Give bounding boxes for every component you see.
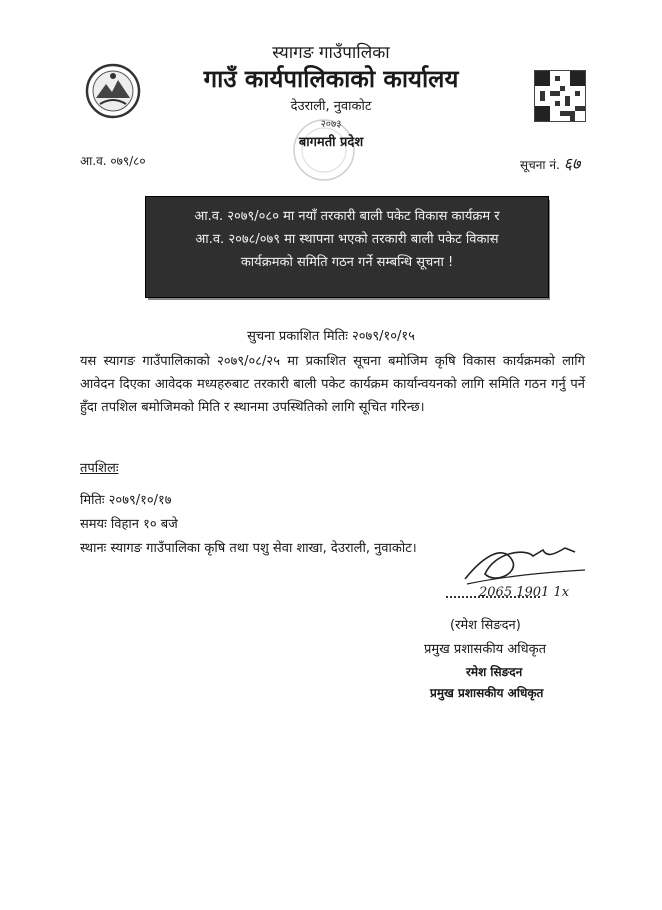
- signatory-title: प्रमुख प्रशासकीय अधिकृत: [424, 642, 547, 657]
- stamp-title: प्रमुख प्रशासकीय अधिकृत: [430, 686, 544, 700]
- notice-subject-banner: [146, 197, 548, 297]
- notice-number: [520, 152, 580, 174]
- published-date: सुचना प्रकाशित मितिः २०७९/१०/१५: [247, 329, 415, 344]
- office-name: गाउँ कार्यपालिकाको कार्यालय: [203, 65, 459, 93]
- meeting-date: मितिः २०७९/१०/१७: [80, 493, 172, 508]
- office-address: देउराली, नुवाकोट: [290, 99, 372, 114]
- notice-number-label: सूचना नं.: [520, 158, 560, 172]
- signature-date: 2065 1901 1x: [479, 585, 570, 600]
- details-heading: तपशिलः: [80, 461, 119, 476]
- meeting-time: समयः विहान १० बजे: [80, 517, 178, 532]
- meeting-place: स्थानः स्यागङ गाउँपालिका कृषि तथा पशु सेवा शाखा, देउराली, नुवाकोट।: [80, 541, 417, 556]
- signatory-name: (रमेश सिङदन): [450, 618, 521, 633]
- fiscal-year: आ.व. ०७९/८०: [80, 154, 146, 168]
- notice-number-value: ६७: [563, 154, 581, 173]
- banner-line-1: आ.व. २०७९/०८० मा नयाँ तरकारी बाली पकेट विकास कार्यक्रम र: [194, 209, 500, 224]
- banner-line-3: कार्यक्रमको समिति गठन गर्ने सम्बन्धि सूचना !: [240, 255, 454, 270]
- province-name: बागमती प्रदेश: [298, 135, 364, 150]
- handwritten-signature: [455, 534, 605, 604]
- stamp-name: रमेश सिङदन: [466, 665, 523, 679]
- banner-line-2: आ.व. २०७८/०७९ मा स्थापना भएको तरकारी बाली पकेट विकास: [195, 232, 499, 247]
- organization-name: स्यागङ गाउँपालिका: [272, 43, 390, 63]
- established-year: २०७३: [320, 119, 342, 130]
- signature-line: [446, 595, 540, 598]
- notice-body: यस स्यागङ गाउँपालिकाको २०७९/०८/२५ मा प्रकाशित सूचना बमोजिम कृषि विकास कार्यक्रमको लागि आवेदन दिएका आवेदक मध्यहरुबाट तरकारी बाली पकेट कार्यक्रम कार्यान्वयनको लागि समिति गठन गर्नु पर्ने हुँदा तपशिल बमोजिमको मिति र स्थानमा उपस्थितिको लागि सूचित गरिन्छ।: [80, 354, 585, 415]
